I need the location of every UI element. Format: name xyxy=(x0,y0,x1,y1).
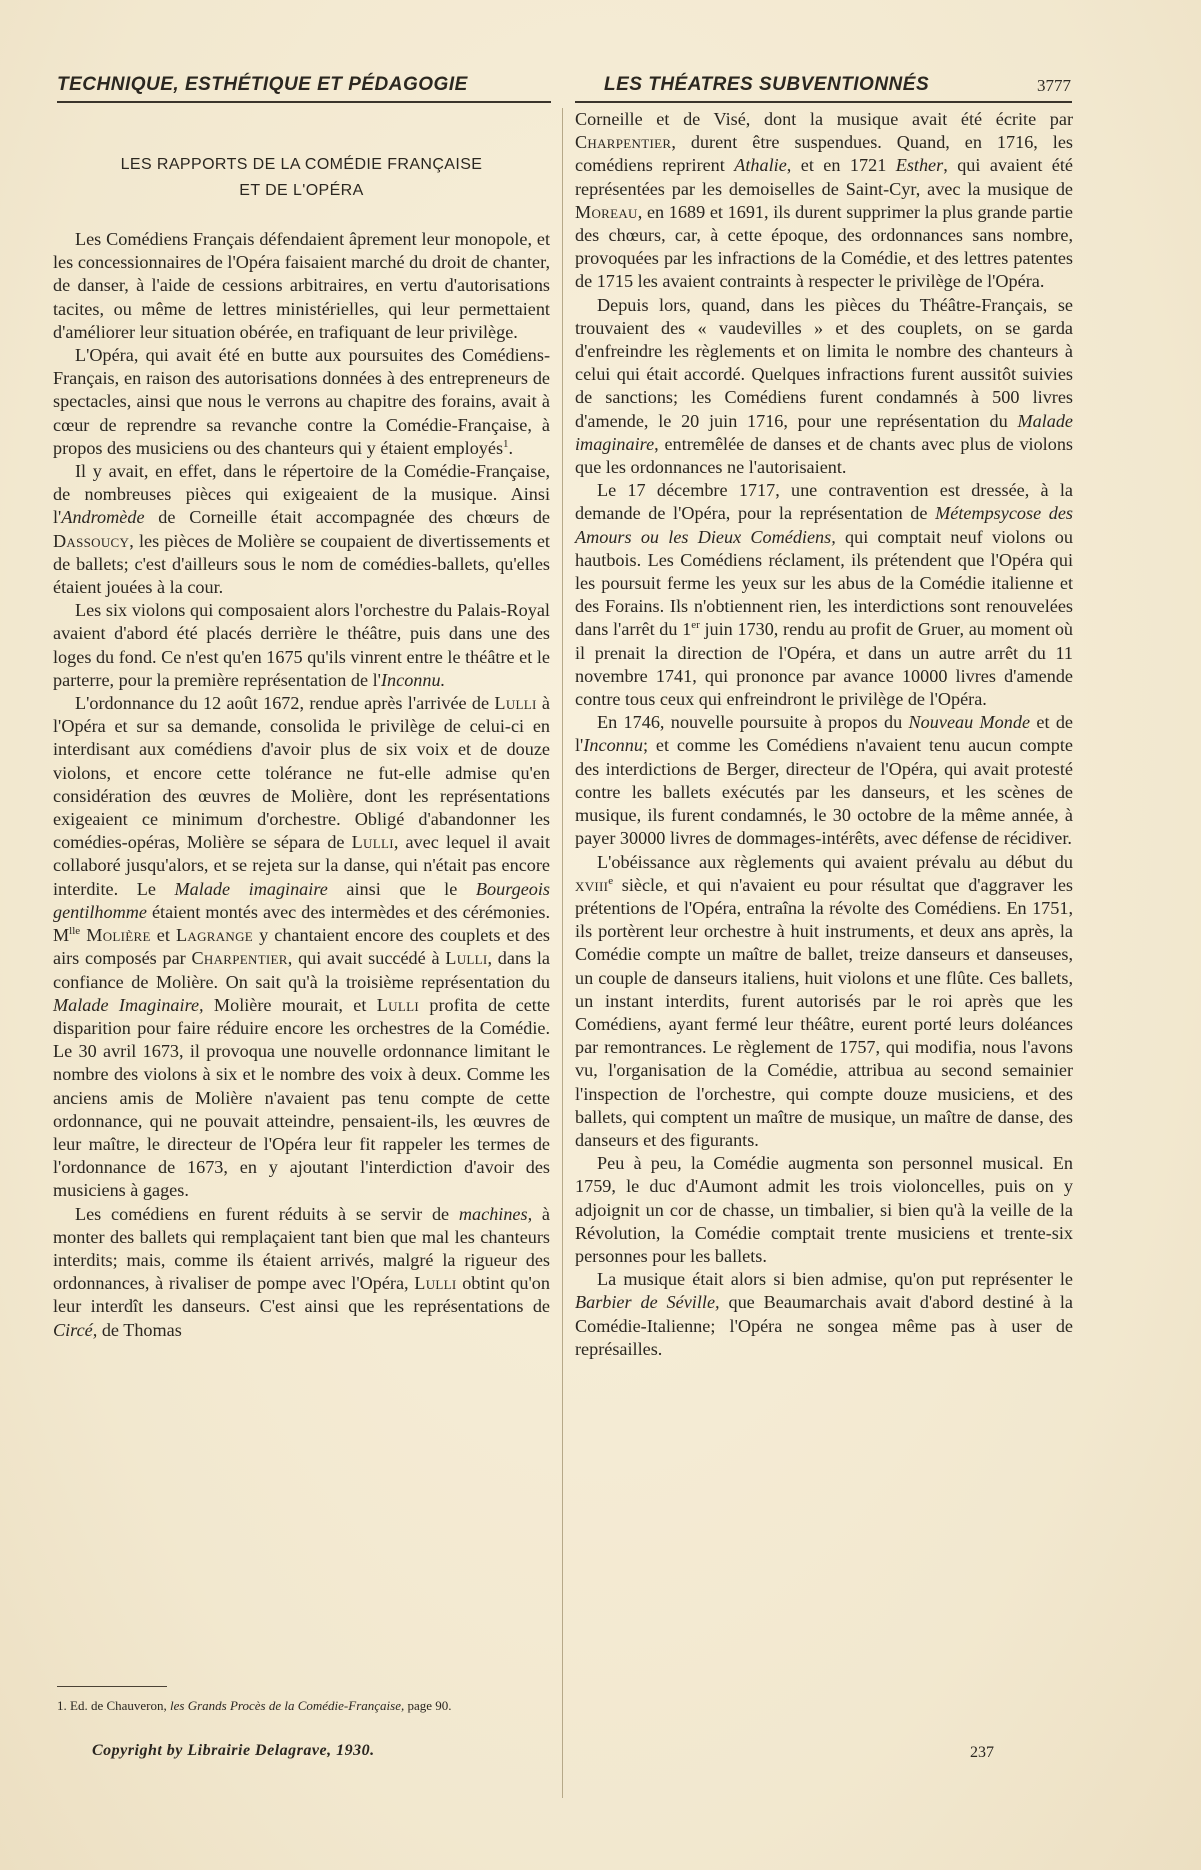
person-name: Charpentier xyxy=(191,948,288,969)
person-name: Lulli xyxy=(351,832,394,853)
paragraph-text: juin 1730, rendu au profit de Gruer, au moment où il prenait la direction de l'Opéra, et dans un autre arrêt du 11 novembre 1741, qui prononce par avance 10000 livres d'amende contre tous ceux qui enfreindront le privilège de l'Opéra. xyxy=(575,619,1074,710)
paragraph xyxy=(575,851,1073,1153)
paragraph-text: obtint qu'on leur interdît les danseurs. C'est ainsi que les représentations de xyxy=(53,1273,550,1317)
italic-term: machines, xyxy=(458,1203,533,1224)
work-title: Andromède xyxy=(61,507,145,528)
section-title xyxy=(53,152,550,204)
header-rule-right xyxy=(575,101,1072,103)
section-title-line1: LES RAPPORTS DE LA COMÉDIE FRANÇAISE xyxy=(120,156,483,173)
running-head-left: TECHNIQUE, ESTHÉTIQUE ET PÉDAGOGIE xyxy=(57,74,468,95)
paragraph-text: siècle, et qui n'avaient eu pour résultat que d'aggraver les prétentions de l'Opéra, entraîna la révolte des Comédiens. En 1751, ils portèrent leur orchestre à huit instruments, et deux ans après, la Comédie compte un maître de ballet, treize danseurs et danseuses, un couple de danseurs italiens, huit violons et une flûte. Ces ballets, un instant interdits, furent autorisés par le roi après que les Comédiens, ayant fermé leur théâtre, eurent porté leurs doléances par remontrances. Le règlement de 1757, qui modifia, nous l'avons vu, l'organisation de la Comédie, attribua au second semainier l'inspection de l'orchestre, qui compte douze musiciens, et des ballets, qui comptent un maître de musique, un maître de danse, des danseurs et des figurants. xyxy=(575,874,1073,1150)
paragraph-text: Les six violons qui composaient alors l'orchestre du Palais-Royal avaient d'abord été placés derrière le théâtre, puis dans une des loges du fond. Ce n'est qu'en 1675 qu'ils vinrent entre le théâtre et le parterre, pour la première représentation de l' xyxy=(53,600,550,690)
paragraph-text: , et en 1721 xyxy=(786,155,896,176)
paragraph-text: Corneille et de Visé, dont la musique avait été écrite par xyxy=(575,109,1073,129)
copyright-line: Copyright by Librairie Delagrave, 1930. xyxy=(92,1742,375,1759)
work-title: Barbier de Séville, xyxy=(575,1292,720,1313)
work-title: Nouveau Monde xyxy=(908,712,1031,733)
left-column xyxy=(53,108,550,1342)
work-title: Bourgeois gentilhomme xyxy=(53,878,550,922)
paragraph-text: et de l' xyxy=(575,712,1074,756)
paragraph-text: Molière mourait, et xyxy=(203,994,377,1015)
paragraph: Peu à peu, la Comédie augmenta son personnel musical. En 1759, le duc d'Aumont admit les trois violoncelles, puis on y adjoignit un cor de chasse, un timbalier, si bien qu'à la veille de la Révolution, la Comédie comptait trente musiciens et trente-six personnes pour les ballets. xyxy=(575,1153,1073,1266)
column-divider xyxy=(562,108,563,1798)
paragraph xyxy=(53,1203,550,1342)
paragraph xyxy=(53,599,550,692)
header-rule-left xyxy=(57,101,551,103)
paragraph-text: ainsi que le xyxy=(327,878,476,899)
footnote-title: les Grands Procès de la Comédie-Française, xyxy=(170,1698,405,1713)
paragraph xyxy=(53,460,550,599)
work-title: Malade Imaginaire, xyxy=(53,994,204,1015)
century-numeral: xviii xyxy=(575,874,609,895)
paragraph xyxy=(575,711,1073,850)
paragraph-text: profita de cette disparition pour faire réduire encore les orchestres de la Comédie. Le 30 avril 1673, il provoqua une nouvelle ordonnance limitant le nombre des violons à six et le nombre des voix à deux. Comme les anciens amis de Molière n'avaient pas tenu compte de cette ordonnance, qui ne pouvait atteindre, pensaient-ils, les œuvres de leur maître, le directeur de l'Opéra leur fit rappeler les termes de l'ordonnance de 1673, en y ajoutant l'interdiction d'avoir des musiciens à gages. xyxy=(53,994,550,1201)
paragraph-text: que Beaumarchais avait d'abord destiné à la Comédie-Italienne; l'Opéra ne songea même pas à user de représailles. xyxy=(575,1292,1074,1359)
paragraph-text: à l'Opéra et sur sa demande, consolida le privilège de celui-ci en interdisant aux comédiens d'avoir plus de six voix et de douze violons, et encore cette tolérance ne fut-elle admise qu'en considération des œuvres de Molière, dont les représentations exigeaient ce minimum d'orchestre. Obligé d'abandonner les comédies-opéras, Molière se sépara de xyxy=(53,693,551,853)
superscript: e xyxy=(608,874,614,887)
person-name: Lulli xyxy=(376,994,419,1015)
page-number-top: 3777 xyxy=(1037,76,1071,95)
section-title-line2: ET DE L'OPÉRA xyxy=(239,182,364,199)
footnote-text: 1. Ed. de Chauveron, xyxy=(57,1698,171,1713)
person-name: Charpentier xyxy=(575,132,672,153)
paragraph-text: à monter des ballets qui remplaçaient tant bien que mal les chanteurs interdits; mais, comme ils étaient arrivés, malgré la rigueur des ordonnances, à rivaliser de pompe avec l'Opéra, xyxy=(53,1203,550,1294)
paragraph-text: de Thomas xyxy=(97,1319,182,1340)
person-name: Lulli xyxy=(445,948,488,969)
person-name: Molière xyxy=(86,925,151,946)
paragraph-text: , en 1689 et 1691, ils durent supprimer la plus grande partie des chœurs, car, à cette époque, des ordonnances sans nombre, provoquées par les infractions de la Comédie, et des lettres patentes de 1715 les avaient contraints à respecter le privilège de l'Opéra. xyxy=(575,201,1073,292)
paragraph-text: Les comédiens en furent réduits à se servir de xyxy=(75,1203,459,1224)
person-name: Lulli xyxy=(414,1273,457,1294)
work-title: Métempsycose des Amours ou les Dieux Comédiens, xyxy=(575,503,1073,547)
paragraph-text: qui comptait neuf violons ou hautbois. Les Comédiens réclament, ils prétendent que l'Opéra qui les poursuit ferme les yeux sur les abus de la Comédie italienne et des Forains. Ils n'obtiennent rien, les interdictions sont renouvelées dans l'arrêt du 1 xyxy=(575,526,1073,640)
superscript: er xyxy=(691,619,700,632)
paragraph-text: , entremêlée de danses et de chants avec plus de violons que les ordonnances ne l'autorisaient. xyxy=(575,433,1073,478)
paragraph-text: de Corneille était accompagnée des chœurs de xyxy=(144,507,550,528)
paragraph-text: Le 17 décembre 1717, une contravention est dressée, à la demande de l'Opéra, pour la représentation de xyxy=(575,480,1073,524)
paragraph xyxy=(575,479,1073,711)
footnote xyxy=(57,1696,549,1715)
work-title: Inconnu. xyxy=(380,669,446,690)
paragraph-text: , qui avait succédé à xyxy=(287,948,446,969)
work-title: Malade imaginaire xyxy=(174,878,328,899)
paragraph xyxy=(575,108,1073,294)
paragraph xyxy=(575,1268,1073,1361)
paragraph-text: et xyxy=(150,925,176,946)
footnote-ref[interactable]: 1 xyxy=(503,437,509,450)
person-name: Lulli xyxy=(494,693,537,714)
running-head-right: LES THÉATRES SUBVENTIONNÉS xyxy=(604,74,930,95)
paragraph: L'Opéra, qui avait été en butte aux poursuites des Comédiens-Français, en raison des autorisations données à des entrepreneurs de spectacles, ainsi que nous le verrons au chapitre des forains, avait à cœur de reprendre sa revanche contre la Comédie-Française, à propos des musiciens ou des chanteurs qui y étaient employés$^1$. xyxy=(53,345,550,458)
paragraph: Les Comédiens Français défendaient âprement leur monopole, et les concessionnaires de l'Opéra faisaient marché du droit de chanter, de danser, à l'aide de cessions arbitraires, en vertu d'autorisations tacites, ou même de lettres ministérielles, qui leur permettaient d'améliorer leur situation obérée, en trafiquant de leur privilège. xyxy=(53,229,550,342)
paragraph-text: Il y avait, en effet, dans le répertoire de la Comédie-Française, de nombreuses pièces qui exigeaient de la musique. Ainsi l' xyxy=(53,461,550,528)
paragraph-text: L'Opéra, qui avait été en butte aux poursuites des Comédiens-Français, en raison des autorisations données à des entrepreneurs de spectacles, ainsi que nous le verrons au chapitre des forains, avait à cœur de reprendre sa revanche contre la Comédie-Française, à propos des musiciens ou des chanteurs qui y étaient employés xyxy=(53,345,550,458)
person-name: Dassoucy xyxy=(53,530,130,551)
paragraph-text: , qui avaient été représentées par les demoiselles de Saint-Cyr, avec la musique de xyxy=(575,155,1074,199)
work-title: Circé, xyxy=(53,1319,98,1340)
superscript: lle xyxy=(69,925,81,938)
page-number-bottom: 237 xyxy=(970,1744,994,1761)
paragraph-text: L'ordonnance du 12 août 1672, rendue après l'arrivée de xyxy=(75,693,495,714)
work-title: Malade imaginaire xyxy=(575,410,1073,454)
paragraph-text: étaient montés avec des intermèdes et des cérémonies. M xyxy=(53,901,550,946)
paragraph-text: En 1746, nouvelle poursuite à propos du xyxy=(597,712,909,733)
paragraph-text: y chantaient encore des couplets et des airs composés par xyxy=(53,925,550,969)
work-title: Inconnu xyxy=(583,735,643,756)
paragraph xyxy=(53,692,550,1202)
person-name: Lagrange xyxy=(175,925,254,946)
paragraph-text: , durent être suspendues. Quand, en 1716, les comédiens reprirent xyxy=(575,132,1073,176)
paragraph xyxy=(575,294,1073,480)
person-name: Moreau xyxy=(575,201,638,222)
paragraph-text: Depuis lors, quand, dans les pièces du Théâtre-Français, se trouvaient des « vaudevilles » et des couplets, on se garda d'enfreindre les règlements et on limita le nombre des chanteurs à celui qui était accordé. Quelques infractions furent aussitôt suivies de sanctions; les Comédiens furent condamnés à 500 livres d'amende, le 20 juin 1716, pour une représentation du xyxy=(575,294,1073,431)
paragraph-text: La musique était alors si bien admise, qu'on put représenter le xyxy=(597,1269,1073,1290)
work-title: Athalie xyxy=(734,155,787,176)
paragraph-text: ; et comme les Comédiens n'avaient tenu aucun compte des interdictions de Berger, directeur de l'Opéra, qui avait protesté contre les ballets exécutés par les danseurs, et les scènes de musique, ils furent condamnés, le 30 octobre de la même année, à payer 30000 livres de dommages-intérêts, avec défense de récidiver. xyxy=(575,735,1073,849)
paragraph-text: L'obéissance aux règlements qui avaient prévalu au début du xyxy=(597,851,1073,872)
paragraph-text: , les pièces de Molière se coupaient de divertissements et de ballets; c'est d'ailleurs sous le nom de comédies-ballets, qu'elles étaient jouées à la cour. xyxy=(53,530,550,598)
paragraph-text: , avec lequel il avait collaboré jusqu'alors, et se rejeta sur la danse, qui n'était pas encore interdite. Le xyxy=(53,832,550,899)
right-column xyxy=(575,108,1073,1361)
work-title: Esther xyxy=(895,155,944,176)
footnote-rule xyxy=(57,1686,167,1687)
footnote-text: page 90. xyxy=(404,1698,452,1713)
paragraph-text: , dans la confiance de Molière. On sait qu'à la troisième représentation du xyxy=(53,948,551,992)
